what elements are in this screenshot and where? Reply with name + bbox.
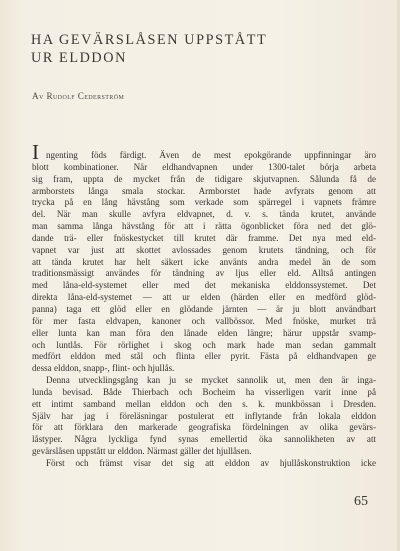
body-line-text: ngenting föds färdigt. Även de mest epokgörande uppfinningar äro (46, 150, 376, 160)
body-line: traditionsmässigt användes för tändning av ljus eller eld. Alltså antingen (32, 268, 376, 279)
body-line: armborstets långa smala stockar. Armborstet hade avfyrats genom att (32, 185, 376, 196)
body-line: man samma långa hävstång för att i rätta ögonblicket föra ned det glö- (32, 221, 376, 232)
body-line: medfört elddon med stål och flinta eller pyrit. Fästa på eldhandvapen ge (32, 351, 376, 362)
body-line: sig fram, uppta de mycket från de tidigare skjutvapnen. Sålunda få de (32, 173, 376, 184)
body-text (32, 140, 376, 470)
body-line: del. När man skulle avfyra eldvapnet, d. v. s. tända krutet, använde (32, 209, 376, 220)
body-line: att tända krutet har helt säkert icke använts andra medel än de som (32, 256, 376, 267)
body-line: Själv har jag i föreläsningar postulerat ett inflytande från lokala elddon (32, 410, 376, 421)
article-title-line-1: HA GEVÄRSLÅSEN UPPSTÅTT (31, 32, 268, 48)
body-line: Först och främst visar det sig att elddon av hjullåskonstruktion icke (46, 457, 376, 468)
body-line: Denna utvecklingsgång kan ju se mycket sannolik ut, men den är inga- (46, 375, 376, 386)
body-line: gevärslåsen uppstått ur elddon. Närmast gäller det hjullåsen. (32, 446, 252, 457)
body-line: för att förklara den markerade geografiska fördelningen av olika gevärs- (32, 422, 376, 433)
body-line: lunda bevisad. Både Thierbach och Bocheim ha visserligen varit inne på (32, 386, 376, 397)
body-line: dande trä- eller fnöskestycket till krutet där framme. Det nya med eld- (32, 232, 376, 243)
body-line: direkta låna-eld-systemet — att ur elden (härden eller en medförd glöd- (32, 292, 376, 303)
body-line: ett intimt samband mellan elddon och den s. k. munkbössan i Dresden. (32, 398, 376, 409)
body-line: trycka på en lång hävstång som verkade som spärregel i vapnets främre (32, 197, 376, 208)
body-line: vapnet var just att skottet avlossades genom krutets tändning, och för (32, 244, 376, 255)
author-name: Rudolf Cederström (46, 91, 125, 101)
author-prefix: Av (32, 91, 44, 101)
article-title (31, 31, 267, 67)
page-number: 65 (354, 494, 368, 509)
body-line: och luntlås. För rörlighet i skog och mark hade man sedan gammalt (32, 339, 376, 350)
body-line: blott kombinationer. När eldhandvapnen under 1300-talet börja arbeta (32, 161, 376, 172)
body-line: eller lunta kan man föra den lånade elden längre; härur uppstår svamp- (32, 327, 376, 338)
body-line: dessa elddon, snapp-, flint- och hjullås. (32, 363, 175, 374)
body-line (32, 140, 376, 164)
author-byline (32, 91, 124, 101)
drop-cap: I (32, 140, 39, 164)
article-title-line-2: UR ELDDON (31, 50, 127, 66)
body-line: låstyper. Några lyckliga fynd synas emellertid öka sannolikheten av att (32, 434, 376, 445)
body-line: för mer fasta eldvapen, kanoner och vallbössor. Med fnöske, murket trä (32, 315, 376, 326)
body-line: med låna-eld-systemet eller med det mekaniska elddonssystemet. Det (32, 280, 376, 291)
body-line: panna) taga ett glöd eller en glödande järnten — är ju blott användbart (32, 303, 376, 314)
